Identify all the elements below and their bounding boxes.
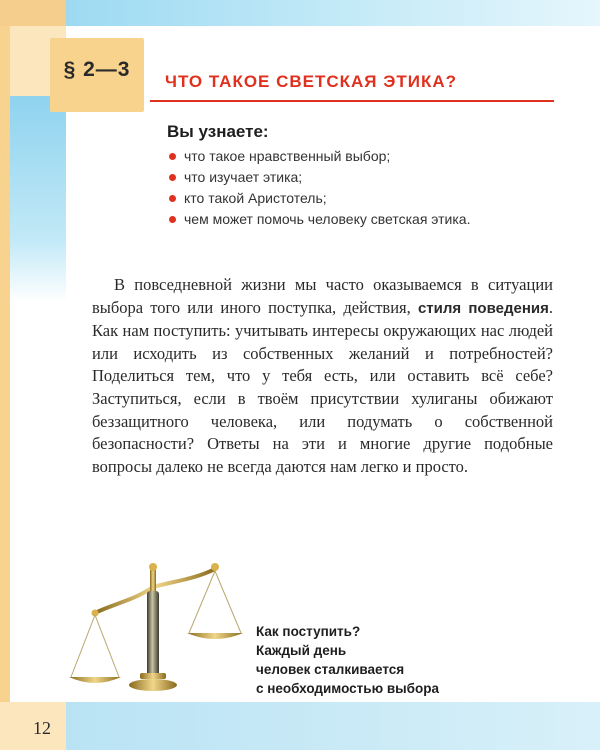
caption-line: Как поступить? <box>256 624 361 639</box>
bottom-band-blue <box>66 702 600 750</box>
body-text-start: В повседневной жизни мы часто оказываемся в ситуации выбора того или иного поступка, действия, <box>92 275 553 317</box>
caption-line: человек сталкивается <box>256 662 405 677</box>
scales-illustration <box>65 555 245 695</box>
caption-line: с необходимостью выбора <box>256 681 440 696</box>
body-paragraph <box>92 274 553 478</box>
left-stripe <box>0 26 10 750</box>
illustration-caption <box>256 622 526 698</box>
section-number: § 2—3 <box>63 58 131 81</box>
title-underline <box>150 100 554 102</box>
list-item: что изучает этика; <box>167 167 527 188</box>
page-number: 12 <box>33 718 51 738</box>
learn-heading: Вы узнаете: <box>167 122 269 141</box>
list-item: что такое нравственный выбор; <box>167 146 527 167</box>
body-text-end: . Как нам поступить: учитывать интересы окружающих нас людей или исходить из собственных желаний и потребностей? Поделиться тем, что у тебя есть, или оставить всё себе? Заступиться, если в твоём присутствии хулиганы обижают беззащитного человека, или подумать о собственной безопасности? Ответы на эти и многие другие подобные вопросы далеко не всегда даются нам легко и просто. <box>92 297 553 476</box>
list-item: чем может помочь человеку светская этика. <box>167 209 527 230</box>
learn-list <box>167 146 527 230</box>
caption-line: Каждый день <box>256 643 347 658</box>
top-band-blue <box>66 0 600 26</box>
page-title: ЧТО ТАКОЕ СВЕТСКАЯ ЭТИКА? <box>165 72 457 91</box>
list-item: кто такой Аристотель; <box>167 188 527 209</box>
left-blue-column <box>10 96 66 302</box>
body-emphasis: стиля поведения <box>417 299 549 317</box>
